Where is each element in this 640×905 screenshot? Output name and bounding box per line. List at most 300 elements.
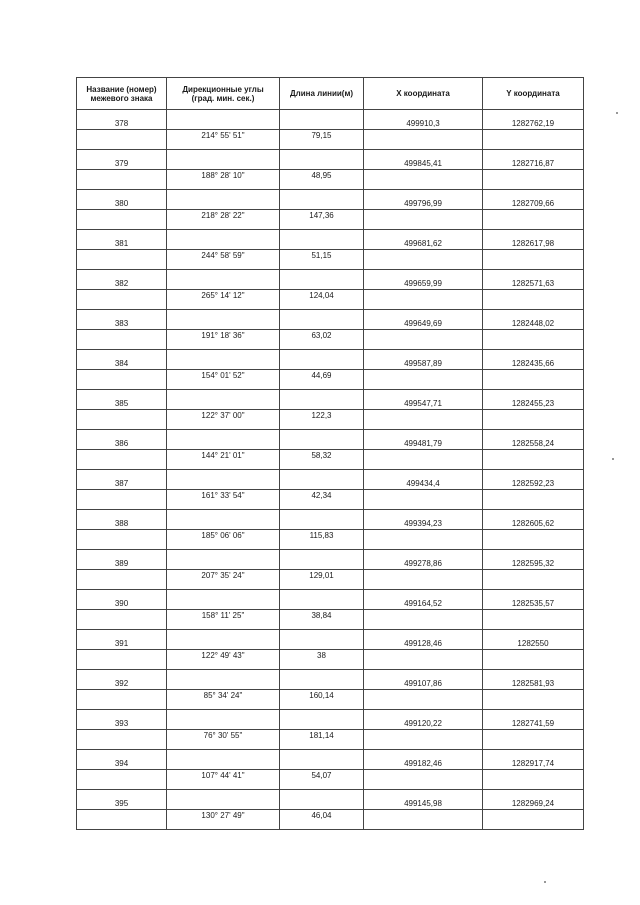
empty-cell [280,230,364,250]
point-name-cell [77,270,167,290]
line-length-cell [280,610,364,630]
line-length-cell-text: 115,83 [309,531,334,540]
point-name-cell-text: 384 [114,359,129,368]
empty-cell [280,190,364,210]
empty-cell [364,810,483,830]
direction-angle-cell-text: 154° 01' 52" [201,371,245,380]
empty-cell [483,130,584,150]
empty-cell [167,270,280,290]
header-point-name [77,78,167,110]
line-length-cell [280,250,364,270]
y-coordinate-cell-text: 1282448,02 [511,319,555,328]
direction-angle-cell-text: 244° 58' 59" [201,251,245,260]
direction-angle-cell-text: 144° 21' 01" [201,451,245,460]
y-coordinate-cell [483,510,584,530]
x-coordinate-cell-text: 499796,99 [404,199,442,208]
line-length-cell-text: 38,84 [311,611,332,620]
empty-cell [483,650,584,670]
y-coordinate-cell [483,230,584,250]
x-coordinate-cell [364,190,483,210]
line-length-cell [280,410,364,430]
direction-angle-cell [167,690,280,710]
empty-cell [167,430,280,450]
x-coordinate-cell [364,110,483,130]
direction-angle-cell [167,250,280,270]
point-name-cell-text: 380 [114,199,129,208]
empty-cell [280,390,364,410]
y-coordinate-cell [483,350,584,370]
direction-angle-cell-text: 188° 28' 10" [201,171,245,180]
x-coordinate-cell-text: 499394,23 [404,519,442,528]
empty-cell [77,170,167,190]
line-length-cell-text: 54,07 [311,771,332,780]
direction-angle-cell [167,290,280,310]
point-name-cell [77,190,167,210]
point-name-cell [77,590,167,610]
empty-cell [280,590,364,610]
scan-speck [544,881,546,883]
empty-cell [167,510,280,530]
direction-angle-cell-text: 130° 27' 49" [201,811,245,820]
point-name-cell-text: 385 [114,399,129,408]
point-name-cell-text: 382 [114,279,129,288]
empty-cell [280,710,364,730]
x-coordinate-cell-text: 499164,52 [404,599,442,608]
table-row-segment [77,810,584,830]
empty-cell [364,250,483,270]
empty-cell [77,370,167,390]
direction-angle-cell [167,810,280,830]
direction-angle-cell [167,570,280,590]
line-length-cell [280,530,364,550]
empty-cell [483,610,584,630]
empty-cell [483,690,584,710]
line-length-cell-text: 42,34 [311,491,332,500]
line-length-cell [280,330,364,350]
table-row-segment [77,490,584,510]
point-name-cell-text: 383 [114,319,129,328]
empty-cell [364,650,483,670]
table-row-point [77,550,584,570]
direction-angle-cell-text: 107° 44' 41" [201,771,245,780]
line-length-cell [280,210,364,230]
y-coordinate-cell [483,590,584,610]
empty-cell [280,550,364,570]
table-row-segment [77,730,584,750]
empty-cell [280,270,364,290]
point-name-cell-text: 394 [114,759,129,768]
y-coordinate-cell [483,150,584,170]
direction-angle-cell [167,450,280,470]
empty-cell [483,730,584,750]
table-row-point [77,470,584,490]
empty-cell [77,130,167,150]
line-length-cell-text: 79,15 [311,131,332,140]
table-row-segment [77,610,584,630]
y-coordinate-cell-text: 1282969,24 [511,799,555,808]
point-name-cell-text: 393 [114,719,129,728]
x-coordinate-cell [364,750,483,770]
empty-cell [167,190,280,210]
y-coordinate-cell [483,790,584,810]
x-coordinate-cell [364,230,483,250]
empty-cell [77,250,167,270]
table-row-segment [77,530,584,550]
direction-angle-cell [167,770,280,790]
empty-cell [483,410,584,430]
empty-cell [364,770,483,790]
point-name-cell-text: 391 [114,639,129,648]
empty-cell [77,730,167,750]
table-row-point [77,390,584,410]
x-coordinate-cell-text: 499587,89 [404,359,442,368]
direction-angle-cell [167,330,280,350]
line-length-cell-text: 44,69 [311,371,332,380]
direction-angle-cell-text: 191° 18' 36" [201,331,245,340]
point-name-cell-text: 379 [114,159,129,168]
header-direction-angle-line2: (град. мин. сек.) [191,93,255,103]
empty-cell [167,630,280,650]
x-coordinate-cell [364,590,483,610]
table-row-point [77,630,584,650]
line-length-cell-text: 38 [317,651,326,660]
empty-cell [364,210,483,230]
x-coordinate-cell-text: 499434,4 [406,479,440,488]
x-coordinate-cell-text: 499681,62 [404,239,442,248]
line-length-cell [280,290,364,310]
direction-angle-cell [167,530,280,550]
y-coordinate-cell [483,110,584,130]
header-point-name-line1: Название (номер) [86,84,157,94]
direction-angle-cell-text: 265° 14' 12" [201,291,245,300]
point-name-cell [77,230,167,250]
empty-cell [77,410,167,430]
empty-cell [280,430,364,450]
point-name-cell [77,550,167,570]
empty-cell [77,650,167,670]
point-name-cell [77,310,167,330]
y-coordinate-cell-text: 1282716,87 [511,159,555,168]
direction-angle-cell [167,370,280,390]
table-row-point [77,310,584,330]
header-direction-angle [167,78,280,110]
empty-cell [77,770,167,790]
y-coordinate-cell [483,710,584,730]
y-coordinate-cell [483,310,584,330]
empty-cell [364,410,483,430]
direction-angle-cell-text: 207° 35' 24" [201,571,245,580]
empty-cell [483,210,584,230]
empty-cell [167,110,280,130]
y-coordinate-cell [483,270,584,290]
table-row-point [77,150,584,170]
empty-cell [483,330,584,350]
empty-cell [167,310,280,330]
direction-angle-cell [167,730,280,750]
empty-cell [167,230,280,250]
x-coordinate-cell-text: 499659,99 [404,279,442,288]
empty-cell [167,550,280,570]
table-row-point [77,430,584,450]
empty-cell [483,170,584,190]
line-length-cell-text: 48,95 [311,171,332,180]
x-coordinate-cell [364,390,483,410]
table-row-segment [77,210,584,230]
table-row-point [77,790,584,810]
line-length-cell-text: 124,04 [309,291,334,300]
y-coordinate-cell [483,550,584,570]
table-row-segment [77,250,584,270]
line-length-cell-text: 160,14 [309,691,334,700]
table-row-point [77,190,584,210]
table-header-row [77,78,584,110]
y-coordinate-cell [483,190,584,210]
header-line-length: Длина линии(м) [280,78,364,110]
table-row-point [77,750,584,770]
point-name-cell [77,110,167,130]
direction-angle-cell-text: 122° 37' 00" [201,411,245,420]
table-row-segment [77,450,584,470]
empty-cell [364,570,483,590]
empty-cell [280,510,364,530]
point-name-cell [77,790,167,810]
table-row-point [77,670,584,690]
point-name-cell [77,430,167,450]
point-name-cell-text: 389 [114,559,129,568]
direction-angle-cell [167,210,280,230]
direction-angle-cell-text: 76° 30' 55" [203,731,243,740]
x-coordinate-cell [364,790,483,810]
line-length-cell-text: 51,15 [311,251,332,260]
y-coordinate-cell-text: 1282571,63 [511,279,555,288]
y-coordinate-cell-text: 1282595,32 [511,559,555,568]
y-coordinate-cell-text: 1282605,62 [511,519,555,528]
empty-cell [280,750,364,770]
table-row-point [77,230,584,250]
x-coordinate-cell-text: 499145,98 [404,799,442,808]
x-coordinate-cell [364,270,483,290]
line-length-cell [280,570,364,590]
empty-cell [364,170,483,190]
empty-cell [167,390,280,410]
x-coordinate-cell [364,310,483,330]
x-coordinate-cell [364,430,483,450]
empty-cell [280,310,364,330]
direction-angle-cell-text: 122° 49' 43" [201,651,245,660]
x-coordinate-cell [364,150,483,170]
point-name-cell-text: 388 [114,519,129,528]
empty-cell [167,470,280,490]
empty-cell [280,470,364,490]
y-coordinate-cell [483,670,584,690]
empty-cell [167,670,280,690]
empty-cell [77,570,167,590]
y-coordinate-cell-text: 1282550 [517,639,549,648]
y-coordinate-cell [483,630,584,650]
header-direction-angle-line1: Дирекционные углы [182,84,264,94]
empty-cell [483,770,584,790]
point-name-cell [77,150,167,170]
empty-cell [77,490,167,510]
empty-cell [483,810,584,830]
y-coordinate-cell-text: 1282917,74 [511,759,555,768]
direction-angle-cell-text: 161° 33' 54" [201,491,245,500]
empty-cell [280,670,364,690]
line-length-cell [280,650,364,670]
direction-angle-cell [167,410,280,430]
y-coordinate-cell-text: 1282592,23 [511,479,555,488]
line-length-cell [280,810,364,830]
table-row-segment [77,330,584,350]
empty-cell [483,370,584,390]
x-coordinate-cell-text: 499182,46 [404,759,442,768]
table-row-point [77,710,584,730]
empty-cell [280,110,364,130]
point-name-cell-text: 386 [114,439,129,448]
empty-cell [364,690,483,710]
direction-angle-cell-text: 85° 34' 24" [203,691,243,700]
x-coordinate-cell-text: 499107,86 [404,679,442,688]
line-length-cell [280,490,364,510]
empty-cell [483,250,584,270]
line-length-cell-text: 122,3 [311,411,332,420]
direction-angle-cell [167,170,280,190]
table-row-point [77,270,584,290]
x-coordinate-cell [364,510,483,530]
line-length-cell [280,130,364,150]
point-name-cell-text: 392 [114,679,129,688]
y-coordinate-cell [483,430,584,450]
y-coordinate-cell-text: 1282455,23 [511,399,555,408]
point-name-cell [77,630,167,650]
y-coordinate-cell-text: 1282617,98 [511,239,555,248]
line-length-cell [280,690,364,710]
y-coordinate-cell [483,750,584,770]
empty-cell [364,330,483,350]
direction-angle-cell-text: 214° 55' 51" [201,131,245,140]
x-coordinate-cell-text: 499910,3 [406,119,440,128]
direction-angle-cell [167,650,280,670]
x-coordinate-cell-text: 499128,46 [404,639,442,648]
empty-cell [483,290,584,310]
y-coordinate-cell-text: 1282709,66 [511,199,555,208]
empty-cell [77,450,167,470]
empty-cell [77,610,167,630]
empty-cell [77,330,167,350]
table-row-segment [77,370,584,390]
empty-cell [77,530,167,550]
x-coordinate-cell [364,670,483,690]
point-name-cell [77,750,167,770]
empty-cell [167,150,280,170]
table-row-segment [77,410,584,430]
x-coordinate-cell [364,470,483,490]
x-coordinate-cell-text: 499649,69 [404,319,442,328]
empty-cell [77,290,167,310]
x-coordinate-cell [364,350,483,370]
empty-cell [364,450,483,470]
line-length-cell-text: 58,32 [311,451,332,460]
line-length-cell-text: 46,04 [311,811,332,820]
empty-cell [280,350,364,370]
line-length-cell-text: 181,14 [309,731,334,740]
point-name-cell [77,350,167,370]
empty-cell [483,490,584,510]
y-coordinate-cell [483,470,584,490]
table-row-segment [77,770,584,790]
y-coordinate-cell-text: 1282435,66 [511,359,555,368]
y-coordinate-cell-text: 1282581,93 [511,679,555,688]
point-name-cell [77,710,167,730]
empty-cell [280,150,364,170]
empty-cell [77,210,167,230]
point-name-cell-text: 378 [114,119,129,128]
header-y-coordinate: Y координата [483,78,584,110]
direction-angle-cell-text: 158° 11' 25" [201,611,245,620]
line-length-cell [280,370,364,390]
empty-cell [280,630,364,650]
direction-angle-cell [167,610,280,630]
y-coordinate-cell-text: 1282558,24 [511,439,555,448]
x-coordinate-cell-text: 499278,86 [404,559,442,568]
empty-cell [167,590,280,610]
point-name-cell [77,510,167,530]
direction-angle-cell [167,490,280,510]
line-length-cell [280,730,364,750]
empty-cell [483,570,584,590]
table-row-segment [77,690,584,710]
table-row-segment [77,170,584,190]
empty-cell [364,530,483,550]
table-row-segment [77,130,584,150]
table-row-segment [77,290,584,310]
header-point-name-line2: межевого знака [90,93,153,103]
point-name-cell [77,670,167,690]
line-length-cell-text: 63,02 [311,331,332,340]
empty-cell [483,450,584,470]
line-length-cell [280,770,364,790]
x-coordinate-cell [364,710,483,730]
y-coordinate-cell [483,390,584,410]
empty-cell [280,790,364,810]
empty-cell [77,810,167,830]
x-coordinate-cell-text: 499845,41 [404,159,442,168]
scan-speck [612,458,614,460]
empty-cell [364,610,483,630]
direction-angle-cell [167,130,280,150]
direction-angle-cell-text: 218° 28' 22" [201,211,245,220]
table-row-segment [77,570,584,590]
point-name-cell-text: 390 [114,599,129,608]
point-name-cell-text: 381 [114,239,129,248]
empty-cell [364,730,483,750]
x-coordinate-cell-text: 499481,79 [404,439,442,448]
x-coordinate-cell-text: 499120,22 [404,719,442,728]
direction-angle-cell-text: 185° 06' 06" [201,531,245,540]
table-row-segment [77,650,584,670]
table-row-point [77,350,584,370]
y-coordinate-cell-text: 1282535,57 [511,599,555,608]
x-coordinate-cell-text: 499547,71 [404,399,442,408]
y-coordinate-cell-text: 1282762,19 [511,119,555,128]
table-row-point [77,110,584,130]
empty-cell [77,690,167,710]
point-name-cell [77,470,167,490]
line-length-cell [280,450,364,470]
empty-cell [167,750,280,770]
point-name-cell-text: 395 [114,799,129,808]
empty-cell [167,350,280,370]
